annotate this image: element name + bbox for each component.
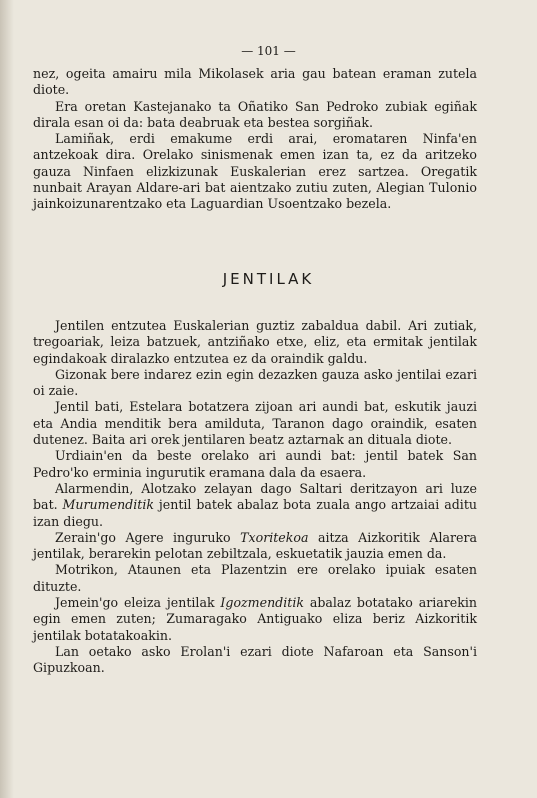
- paragraph: Jentilen entzutea Euskalerian guztiz zabaldua dabil. Ari zutiak, tregoariak, leiza batzuek, antziñako etxe, eliz, eta ermitak jentilak egindakoak diralazko entzutea ez da oraindik galdu.: [33, 318, 477, 366]
- italic-place-name: Txoritekoa: [240, 529, 309, 545]
- text-run: abalaz botatako ariarekin egin emen zuten; Zumaragako Antiguako eliza beriz Aizkoritik jentilak botatakoakin.: [33, 595, 477, 643]
- paragraph: [33, 595, 477, 644]
- section-heading: JENTILAK: [222, 270, 315, 288]
- text-block-jentilak: [33, 318, 477, 677]
- text-run: Jemein'go eleiza jentilak: [55, 595, 221, 611]
- paragraph: Era oretan Kastejanako ta Oñatiko San Pedroko zubiak egiñak dirala esan oi da: bata deabruak eta bestea sorgiñak.: [33, 98, 477, 130]
- paragraph: Lan oetako asko Erolan'i ezari diote Nafaroan eta Sanson'i Gipuzkoan.: [33, 643, 477, 676]
- page-spine-shadow: [0, 0, 14, 798]
- paragraph: [33, 530, 477, 563]
- paragraph: [33, 481, 477, 530]
- text-block-top: [33, 66, 477, 213]
- text-run: aitza Aizkoritik Alarera jentilak, berarekin pelotan zebiltzala, eskuetatik jauzia emen da.: [33, 529, 477, 562]
- text-run: Alarmendin, Alotzako zelayan dago Saltari deritzayon ari luze bat.: [33, 480, 477, 513]
- paragraph: Urdiain'en da beste orelako ari aundi bat: jentil batek San Pedro'ko erminia ingurutik eramana dala da esaera.: [33, 448, 477, 480]
- paragraph: Lamiñak, erdi emakume erdi arai, eromataren Ninfa'en antzekoak dira. Orelako sinismenak emen izan ta, ez da aritzeko gauza Ninfaen elizkizunak Euskalerian erez sartzea. Oregatik nunbait Arayan Aldare-ari bat aientzako zutiu zuten, Alegian Tulonio jainkoizunarentzako eta Laguardian Usoentzako bezela.: [33, 131, 477, 212]
- italic-place-name: Igozmenditik: [220, 595, 304, 611]
- paragraph: Jentil bati, Estelara botatzera zijoan ari aundi bat, eskutik jauzi eta Andia menditik bera amilduta, Taranon dago oraindik, esaten dutenez. Baita ari orek jentilaren beatz aztarnak an dituala diote.: [33, 399, 477, 448]
- paragraph: Motrikon, Ataunen eta Plazentzin ere orelako ipuiak esaten dituzte.: [33, 562, 477, 594]
- page-number: — 101 —: [241, 44, 296, 58]
- paragraph: Gizonak bere indarez ezin egin dezazken gauza asko jentilai ezari oi zaie.: [33, 366, 477, 399]
- italic-place-name: Murumenditik: [62, 497, 154, 513]
- text-run: Zerain'go Agere inguruko: [55, 529, 241, 545]
- text-run: jentil batek abalaz bota zuala ango artzaiai aditu izan diegu.: [33, 497, 477, 529]
- paragraph: nez, ogeita amairu mila Mikolasek aria gau batean eraman zutela diote.: [33, 66, 477, 98]
